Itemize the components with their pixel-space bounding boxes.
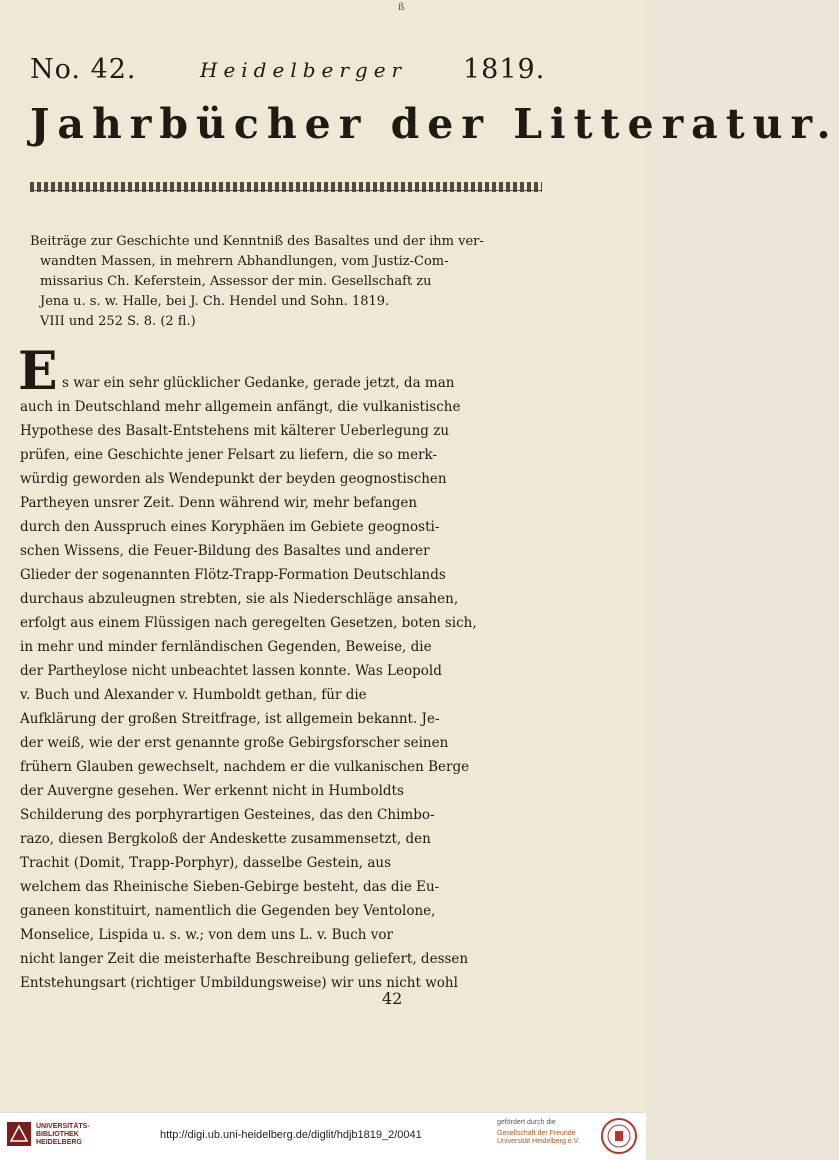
library-name: UNIVERSITÄTS- BIBLIOTHEK HEIDELBERG bbox=[36, 1123, 90, 1146]
body-line: der Partheylose nicht unbeachtet lassen konnte. Was Leopold bbox=[20, 663, 442, 679]
page-url-link[interactable]: http://digi.ub.uni-heidelberg.de/diglit/hdjb1819_2/0041 bbox=[160, 1129, 422, 1141]
bibliography-line: missarius Ch. Keferstein, Assessor der min. Gesellschaft zu bbox=[40, 274, 432, 289]
body-line: würdig geworden als Wendepunkt der beyden geognostischen bbox=[20, 471, 447, 487]
body-line: welchem das Rheinische Sieben-Gebirge besteht, das die Eu- bbox=[20, 879, 440, 895]
journal-word: Heidelberger bbox=[200, 58, 408, 82]
university-seal-icon bbox=[6, 1121, 32, 1147]
body-line: in mehr und minder fernländischen Gegenden, Beweise, die bbox=[20, 639, 432, 655]
journal-title: Jahrbücher der Litteratur. bbox=[30, 100, 839, 148]
sponsor-seal-icon bbox=[600, 1117, 638, 1155]
journal-year: 1819. bbox=[463, 54, 546, 85]
body-line: Hypothese des Basalt-Entstehens mit kälterer Ueberlegung zu bbox=[20, 423, 450, 439]
bibliography-line: VIII und 252 S. 8. (2 fl.) bbox=[40, 314, 196, 329]
ornamental-rule bbox=[30, 182, 542, 192]
body-line: der Auvergne gesehen. Wer erkennt nicht in Humboldts bbox=[20, 783, 404, 799]
issue-number: No. 42. bbox=[30, 54, 137, 85]
bibliography-line: wandten Massen, in mehrern Abhandlungen, vom Justiz-Com- bbox=[40, 254, 449, 269]
body-line: s war ein sehr glücklicher Gedanke, gerade jetzt, da man bbox=[62, 375, 455, 391]
body-line: der weiß, wie der erst genannte große Gebirgsforscher seinen bbox=[20, 735, 449, 751]
sponsor-name: Gesellschaft der Freunde Universität Heidelberg e.V. bbox=[497, 1130, 580, 1145]
body-line: Entstehungsart (richtiger Umbildungsweise) wir uns nicht wohl bbox=[20, 975, 458, 991]
body-line: Trachit (Domit, Trapp-Porphyr), dasselbe Gestein, aus bbox=[20, 855, 392, 871]
body-line: prüfen, eine Geschichte jener Felsart zu liefern, die so merk- bbox=[20, 447, 438, 463]
body-line: Schilderung des porphyrartigen Gesteines, das den Chimbo- bbox=[20, 807, 435, 823]
body-line: durch den Ausspruch eines Koryphäen im Gebiete geognosti- bbox=[20, 519, 440, 535]
body-line: Aufklärung der großen Streitfrage, ist allgemein bekannt. Je- bbox=[20, 711, 440, 727]
drop-capital: E bbox=[18, 341, 58, 402]
sponsor-lead: gefördert durch die bbox=[497, 1119, 556, 1126]
page-number: 42 bbox=[382, 989, 403, 1008]
viewer-footer bbox=[0, 1112, 646, 1160]
body-line: razo, diesen Bergkoloß der Andeskette zusammensetzt, den bbox=[20, 831, 431, 847]
body-line: nicht langer Zeit die meisterhafte Beschreibung geliefert, dessen bbox=[20, 951, 469, 967]
body-line: frühern Glauben gewechselt, nachdem er die vulkanischen Berge bbox=[20, 759, 470, 775]
body-line: schen Wissens, die Feuer-Bildung des Basaltes und anderer bbox=[20, 543, 430, 559]
corner-mark: ß bbox=[398, 2, 405, 13]
bibliography-line: Beiträge zur Geschichte und Kenntniß des Basaltes und der ihm ver- bbox=[30, 234, 484, 249]
body-line: Partheyen unsrer Zeit. Denn während wir, mehr befangen bbox=[20, 495, 418, 511]
body-line: erfolgt aus einem Flüssigen nach geregelten Gesetzen, boten sich, bbox=[20, 615, 477, 631]
body-line: Glieder der sogenannten Flötz-Trapp-Formation Deutschlands bbox=[20, 567, 446, 583]
body-line: ganeen konstituirt, namentlich die Gegenden bey Ventolone, bbox=[20, 903, 436, 919]
body-line: v. Buch und Alexander v. Humboldt gethan, für die bbox=[20, 687, 367, 703]
body-line: Monselice, Lispida u. s. w.; von dem uns L. v. Buch vor bbox=[20, 927, 393, 943]
body-line: auch in Deutschland mehr allgemein anfängt, die vulkanistische bbox=[20, 399, 461, 415]
bibliography-line: Jena u. s. w. Halle, bei J. Ch. Hendel und Sohn. 1819. bbox=[40, 294, 390, 309]
body-line: durchaus abzuleugnen strebten, sie als Niederschläge ansahen, bbox=[20, 591, 459, 607]
